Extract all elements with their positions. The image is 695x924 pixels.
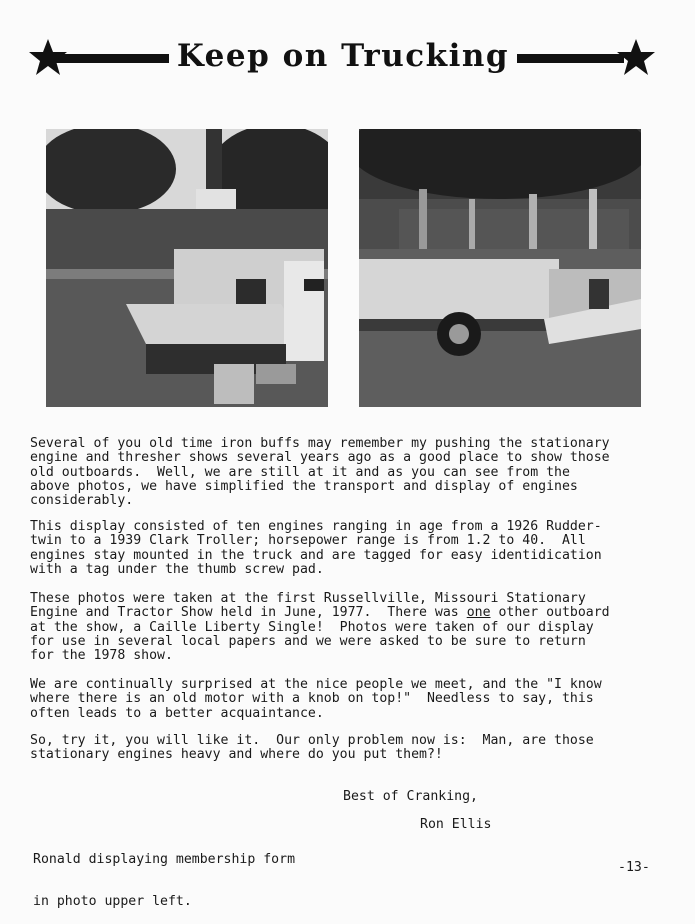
text-span: Engine and Tractor Show held in June, 1977. There was <box>30 605 467 621</box>
paragraph-3 <box>30 592 665 663</box>
text-line: We are continually surprised at the nice people we meet, and the "I know <box>30 677 602 692</box>
paragraph-4 <box>30 678 665 721</box>
text-line: at the show, a Caille Liberty Single! Photos were taken of our display <box>30 619 594 635</box>
photo-caption <box>33 824 295 924</box>
closing-salutation: Best of Cranking, <box>343 789 478 804</box>
text-line <box>30 606 665 620</box>
signature-name: Ron Ellis <box>420 817 492 832</box>
text-line: Several of you old time iron buffs may remember my pushing the stationary <box>30 436 610 451</box>
text-line: old outboards. Well, we are still at it and as you can see from the <box>30 464 570 480</box>
text-line: for the 1978 show. <box>30 648 173 664</box>
text-span: other outboard <box>490 605 610 621</box>
page-number: -13- <box>618 860 650 875</box>
text-line: often leads to a better acquaintance. <box>30 705 324 721</box>
text-line: considerably. <box>30 493 134 509</box>
photo-truck-side-right <box>359 129 641 407</box>
text-line: So, try it, you will like it. Our only problem now is: Man, are those <box>30 733 594 748</box>
text-line: where there is an old motor with a knob on top!" Needless to say, this <box>30 691 594 707</box>
text-line: twin to a 1939 Clark Troller; horsepower range is from 1.2 to 40. All <box>30 533 586 549</box>
text-line: above photos, we have simplified the transport and display of engines <box>30 478 578 494</box>
text-line: engines stay mounted in the truck and are tagged for easy identidication <box>30 547 602 563</box>
text-line: stationary engines heavy and where do you put them?! <box>30 747 443 763</box>
underlined-word: one <box>466 605 491 621</box>
text-line: These photos were taken at the first Russellville, Missouri Stationary <box>30 591 586 606</box>
caption-line: in photo upper left. <box>33 894 192 910</box>
header <box>28 34 658 80</box>
text-line: with a tag under the thumb screw pad. <box>30 561 324 577</box>
text-line: This display consisted of ten engines ranging in age from a 1926 Rudder- <box>30 519 602 534</box>
page-title: Keep on Trucking <box>28 34 658 78</box>
text-line: engine and thresher shows several years ago as a good place to show those <box>30 450 610 466</box>
paragraph-1 <box>30 437 665 508</box>
paragraph-2 <box>30 520 665 577</box>
photo-truck-tailgate-left <box>46 129 328 407</box>
text-line: for use in several local papers and we were asked to be sure to return <box>30 633 586 649</box>
caption-line: Ronald displaying membership form <box>33 851 296 867</box>
paragraph-5 <box>30 734 665 763</box>
